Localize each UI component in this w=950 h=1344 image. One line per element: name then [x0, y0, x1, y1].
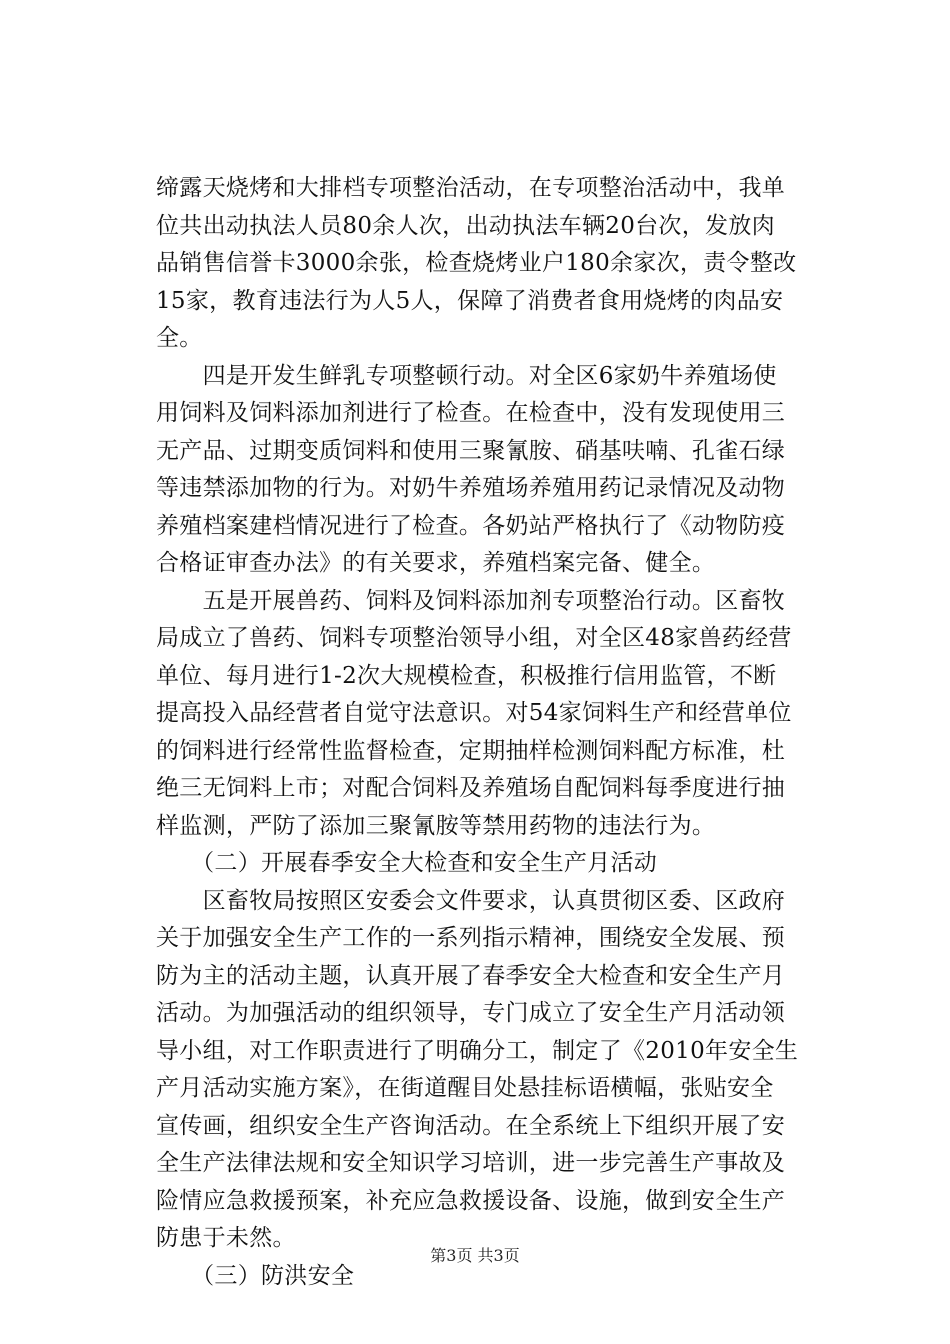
text-line: 样监测，严防了添加三聚氰胺等禁用药物的违法行为。	[156, 812, 716, 839]
text-line: 险情应急救援预案，补充应急救援设备、设施，做到安全生产	[156, 1187, 786, 1214]
text-line: 合格证审查办法》的有关要求，养殖档案完备、健全。	[156, 550, 716, 576]
text-line: 局成立了兽药、饲料专项整治领导小组，对全区48家兽药经营	[156, 625, 792, 651]
text-line: 全生产法律法规和安全知识学习培训，进一步完善生产事故及	[156, 1150, 786, 1176]
text-line: 等违禁添加物的行为。对奶牛养殖场养殖用药记录情况及动物	[156, 475, 786, 501]
text-line: 单位、每月进行1-2次大规模检查，积极推行信用监管，不断	[156, 662, 777, 689]
text-line: 四是开发生鲜乳专项整顿行动。对全区6家奶牛养殖场使	[156, 362, 777, 389]
text-line: 活动。为加强活动的组织领导，专门成立了安全生产月活动领	[156, 1000, 786, 1026]
section-heading: （二）开展春季安全大检查和安全生产月活动	[156, 850, 658, 876]
text-line: 五是开展兽药、饲料及饲料添加剂专项整治行动。区畜牧	[156, 587, 786, 614]
text-line: 的饲料进行经常性监督检查，定期抽样检测饲料配方标准，杜	[156, 737, 786, 764]
text-line: 绝三无饲料上市；对配合饲料及养殖场自配饲料每季度进行抽	[156, 775, 786, 801]
text-line: 全。	[156, 325, 203, 351]
text-line: 用饲料及饲料添加剂进行了检查。在检查中，没有发现使用三	[156, 400, 786, 426]
text-line: 产月活动实施方案》，在街道醒目处悬挂标语横幅，张贴安全	[156, 1075, 774, 1101]
text-line: 区畜牧局按照区安委会文件要求，认真贯彻区委、区政府	[156, 887, 786, 914]
text-line: 关于加强安全生产工作的一系列指示精神，围绕安全发展、预	[156, 925, 786, 951]
text-line: 导小组，对工作职责进行了明确分工，制定了《2010年安全生	[156, 1037, 799, 1064]
text-line: 宣传画，组织安全生产咨询活动。在全系统上下组织开展了安	[156, 1112, 786, 1139]
section-heading: （三）防洪安全	[156, 1262, 355, 1289]
text-line: 位共出动执法人员80余人次，出动执法车辆20台次，发放肉	[156, 212, 775, 239]
text-line: 防为主的活动主题，认真开展了春季安全大检查和安全生产月	[156, 962, 786, 989]
text-line: 提高投入品经营者自觉守法意识。对54家饲料生产和经营单位	[156, 700, 792, 726]
text-line: 无产品、过期变质饲料和使用三聚氰胺、硝基呋喃、孔雀石绿	[156, 437, 786, 464]
text-line: 缔露天烧烤和大排档专项整治活动，在专项整治活动中，我单	[156, 175, 786, 201]
text-line: 品销售信誉卡3000余张，检查烧烤业户180余家次，责令整改	[156, 250, 797, 276]
text-line: 15家，教育违法行为人5人，保障了消费者食用烧烤的肉品安	[156, 287, 784, 314]
text-line: 养殖档案建档情况进行了检查。各奶站严格执行了《动物防疫	[156, 512, 786, 539]
page-footer: 第3页 共3页	[430, 1246, 520, 1265]
text-line: 防患于未然。	[156, 1225, 296, 1251]
document-body	[156, 170, 801, 1295]
